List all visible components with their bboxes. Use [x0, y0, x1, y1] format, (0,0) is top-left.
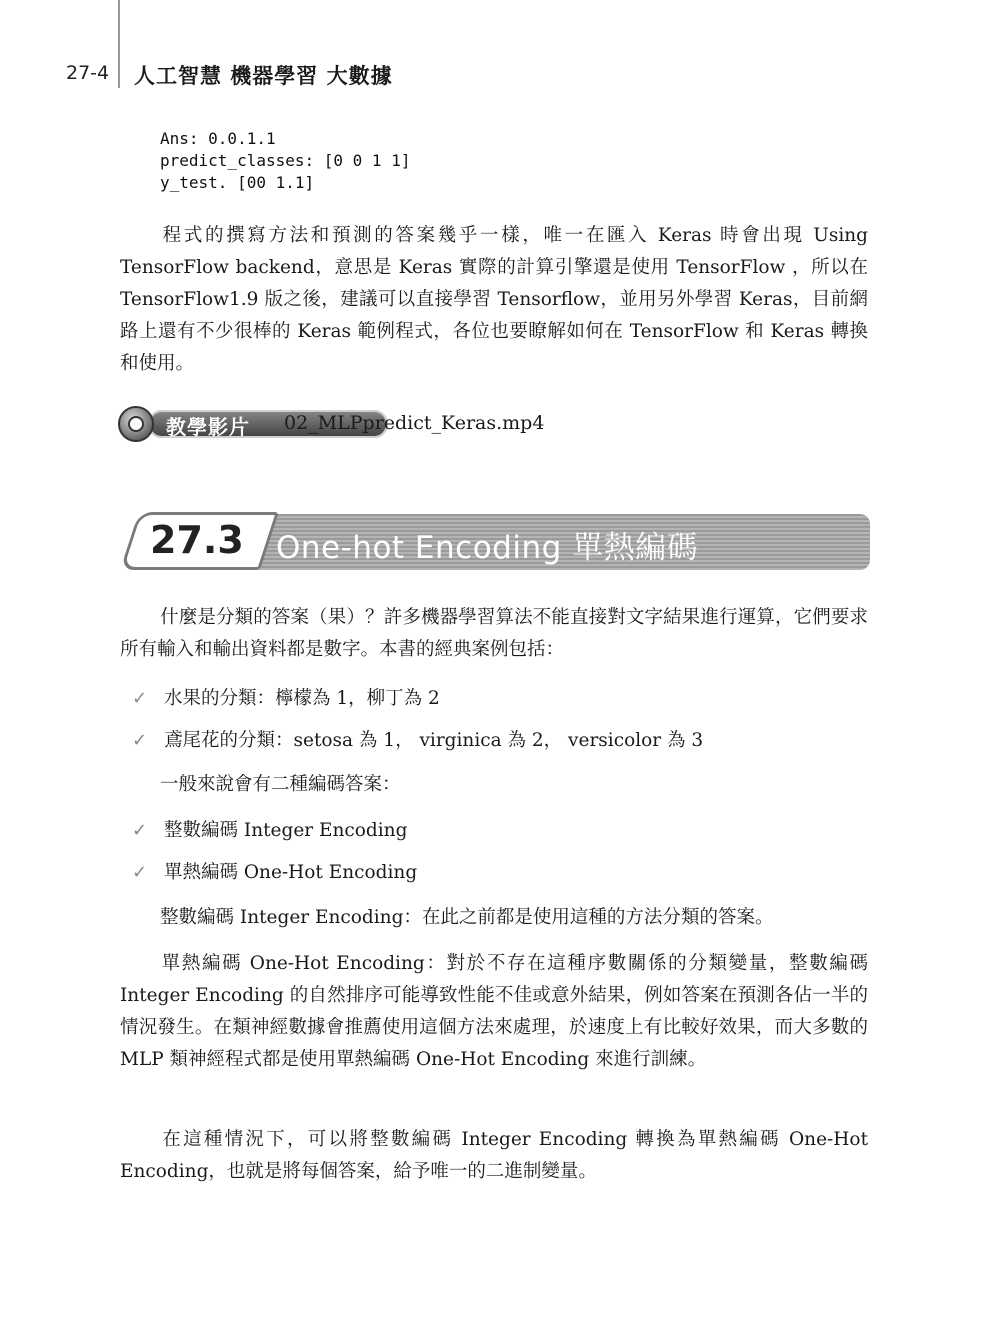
- para-what-text: 什麼是分類的答案（果）？許多機器學習算法不能直接對文字結果進行運算，它們要求所有輸入和輸出資料都是數字。本書的經典案例包括：: [120, 607, 868, 660]
- list-item: [132, 684, 440, 714]
- section-number: 27.3: [150, 518, 244, 562]
- list-item-text: 水果的分類：檸檬為 1，柳丁為 2: [164, 688, 440, 709]
- para-what: [120, 602, 868, 666]
- checkmark-icon: ✓: [132, 730, 148, 751]
- onehot-paragraph: [120, 948, 868, 1076]
- code-output-block: [160, 128, 410, 194]
- page-header: [0, 0, 1000, 100]
- checkmark-icon: ✓: [132, 688, 148, 709]
- header-divider: [118, 0, 120, 88]
- section-heading: [120, 512, 870, 572]
- integer-encoding-line: 整數編碼 Integer Encoding：在此之前都是使用這種的方法分類的答案。: [160, 907, 774, 928]
- list-item: [132, 726, 703, 756]
- checkmark-icon: ✓: [132, 820, 148, 841]
- list-item-text: 鳶尾花的分類：setosa 為 1， virginica 為 2， versicolor 為 3: [164, 730, 704, 751]
- final-paragraph-text: 在這種情況下，可以將整數編碼 Integer Encoding 轉換為單熱編碼 One-Hot Encoding，也就是將每個答案，給予唯一的二進制變量。: [120, 1129, 868, 1182]
- book-title: 人工智慧 機器學習 大數據: [134, 64, 393, 88]
- video-filename: 02_MLPpredict_Keras.mp4: [284, 412, 545, 434]
- two-types-intro: 一般來說會有二種編碼答案：: [160, 774, 401, 795]
- page-number: 27-4: [66, 62, 110, 84]
- list-item: [132, 816, 407, 846]
- video-reference: [118, 404, 678, 444]
- list-item: [132, 858, 417, 888]
- checkmark-icon: ✓: [132, 862, 148, 883]
- onehot-paragraph-text: 單熱編碼 One-Hot Encoding：對於不存在這種序數關係的分類變量，整數編碼 Integer Encoding 的自然排序可能導致性能不佳或意外結果，例如答案在預測各佔一半的情況發生。在類神經數據會推薦使用這個方法來處理，於速度上有比較好效果，而大多數的 MLP 類神經程式都是使用單熱編碼 One-Hot Encoding 來進行訓練。: [120, 953, 868, 1070]
- code-line: predict_classes: [0 0 1 1]: [160, 151, 411, 170]
- list-item-text: 整數編碼 Integer Encoding: [164, 820, 408, 841]
- video-label: 教學影片: [166, 415, 250, 439]
- code-line: y_test. [00 1.1]: [160, 173, 315, 192]
- section-title: One-hot Encoding 單熱編碼: [276, 530, 699, 566]
- film-reel-icon: [118, 406, 154, 442]
- code-line: Ans: 0.0.1.1: [160, 129, 276, 148]
- list-item-text: 單熱編碼 One-Hot Encoding: [164, 862, 418, 883]
- final-paragraph: [120, 1124, 868, 1188]
- intro-paragraph-text: 程式的撰寫方法和預測的答案幾乎一樣，唯一在匯入 Keras 時會出現 Using TensorFlow backend，意思是 Keras 實際的計算引擎還是使用 TensorFlow ，所以在 TensorFlow1.9 版之後，建議可以直接學習 Tensorflow，並用另外學習 Keras，目前網路上還有不少很棒的 Keras 範例程式，各位也要瞭解如何在 TensorFlow 和 Keras 轉換和使用。: [120, 225, 868, 374]
- intro-paragraph: [120, 220, 868, 380]
